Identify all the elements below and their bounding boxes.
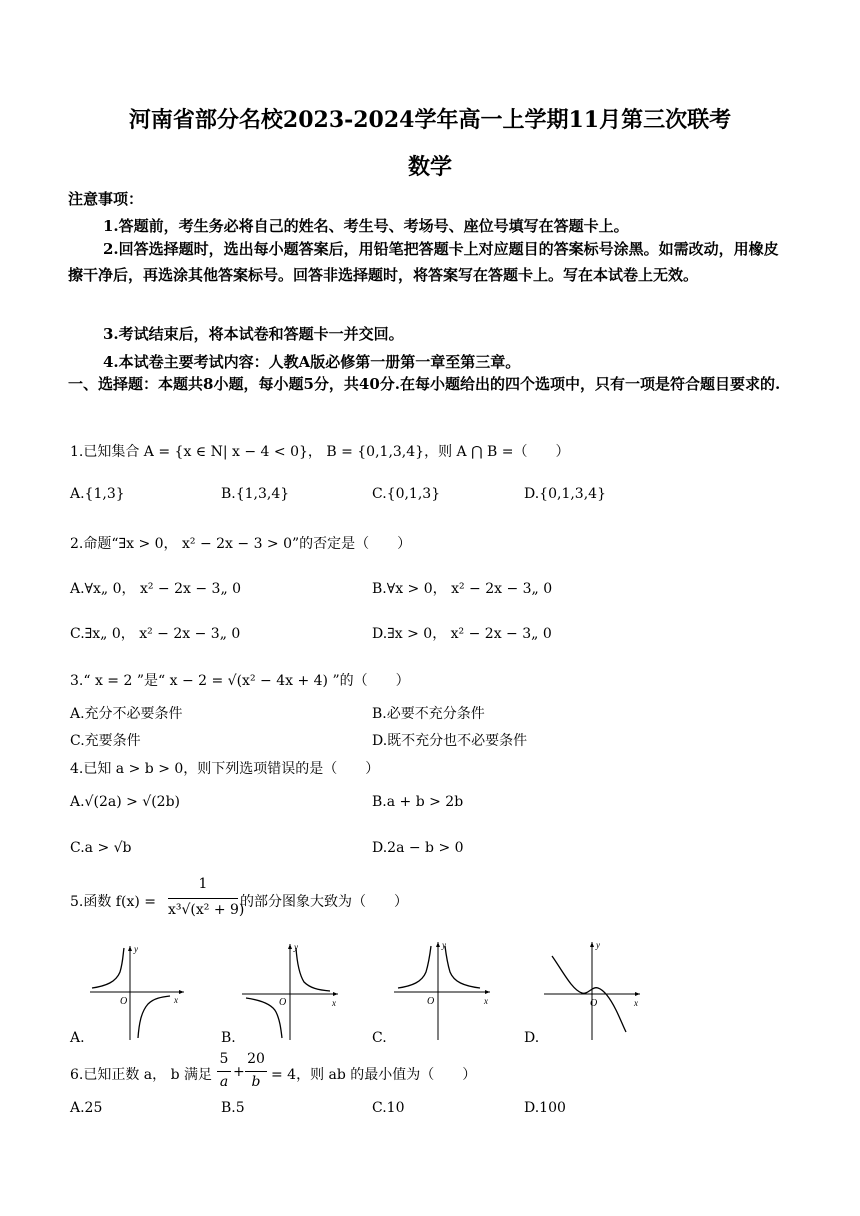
q3-option-a: A.充分不必要条件 [70,706,183,722]
graph-d [540,938,646,1042]
graph-a-x-arrow [179,990,184,994]
q6-frac1-denominator: a [219,1074,229,1090]
doc-title: 河南省部分名校2023-2024学年高一上学期11月第三次联考 [128,107,732,133]
q1-option-b: B.{1,3,4} [221,486,290,502]
q4-option-c: C.a > √b [70,840,132,856]
q5-option-c: C. [372,1030,387,1046]
section-heading: 一、选择题：本题共8小题，每小题5分，共40分.在每小题给出的四个选项中，只有一项是符合题目要求的. [68,375,781,393]
notes-heading: 注意事项： [68,190,144,208]
q4-option-d: D.2a − b > 0 [372,840,464,856]
q3-option-c: C.充要条件 [70,733,141,749]
question-1-stem: 1.已知集合 A = {x ∈ N| x − 4 < 0}， B = {0,1,3,4}，则 A ⋂ B =（ ） [70,444,570,460]
q6-frac1-bar [217,1071,231,1072]
q6-option-d: D.100 [524,1100,566,1116]
q6-frac2-bar [245,1071,267,1072]
q5-fraction-numerator: 1 [198,876,208,892]
q1-option-c: C.{0,1,3} [372,486,441,502]
graph-c-x-label: x [484,996,488,1006]
doc-subject: 数学 [407,154,452,180]
q5-option-d: D. [524,1030,540,1046]
graph-b [238,940,344,1042]
q5-option-b: B. [221,1030,236,1046]
graph-c-y-arrow [436,942,440,947]
question-6-stem-suffix: = 4，则 ab 的最小值为（ ） [271,1067,477,1083]
graph-a-y-arrow [128,946,132,951]
graph-d-origin: O [590,998,598,1009]
graph-c-x-arrow [485,990,490,994]
question-6-stem-prefix: 6.已知正数 a， b 满足 [70,1067,213,1083]
graph-c-curve-right [445,946,480,988]
graph-a-x-label: x [174,995,178,1005]
graph-b-curve-right [296,948,330,991]
graph-a [86,940,192,1042]
q5-fraction-denominator: x³√(x² + 9) [168,902,245,918]
graph-b-x-label: x [332,998,336,1008]
q1-option-d: D.{0,1,3,4} [524,486,606,502]
q6-option-b: B.5 [221,1100,245,1116]
graph-a-origin: O [120,996,128,1007]
graph-a-y-label: y [134,944,138,954]
question-3-stem: 3.“ x = 2 ”是“ x − 2 = √(x² − 4x + 4) ”的（ ） [70,673,410,689]
q6-option-a: A.25 [70,1100,103,1116]
q2-option-a: A.∀x„ 0， x² − 2x − 3„ 0 [70,581,242,597]
note-4: 4.本试卷主要考试内容：人教A版必修第一册第一章至第三章。 [103,353,521,371]
graph-d-x-arrow [635,992,640,996]
graph-c-origin: O [427,996,435,1007]
graph-b-y-label: y [294,942,298,952]
graph-a-curve-right [138,996,170,1038]
q6-frac2-numerator: 20 [247,1051,265,1067]
graph-b-y-arrow [288,944,292,949]
graph-b-curve-left [246,998,282,1038]
q6-frac2-denominator: b [251,1074,261,1090]
q2-option-d: D.∃x > 0， x² − 2x − 3„ 0 [372,626,552,642]
q3-option-b: B.必要不充分条件 [372,706,485,722]
q4-option-a: A.√(2a) > √(2b) [70,794,181,810]
q5-option-a: A. [70,1030,85,1046]
q6-option-c: C.10 [372,1100,405,1116]
graph-b-origin: O [279,997,287,1008]
graph-d-x-label: x [634,998,638,1008]
q2-option-b: B.∀x > 0， x² − 2x − 3„ 0 [372,581,553,597]
graph-b-x-arrow [333,992,338,996]
q1-option-a: A.{1,3} [70,486,125,502]
graph-c-curve-left [398,946,431,988]
note-1: 1.答题前，考生务必将自己的姓名、考生号、考场号、座位号填写在答题卡上。 [103,217,629,235]
graph-d-y-label: y [596,940,600,950]
graph-d-y-arrow [590,942,594,947]
q4-option-b: B.a + b > 2b [372,794,464,810]
question-5-stem-suffix: 的部分图象大致为（ ） [240,894,408,910]
question-2-stem: 2.命题“∃x > 0， x² − 2x − 3 > 0”的否定是（ ） [70,536,412,552]
q6-frac1-numerator: 5 [219,1051,229,1067]
graph-a-curve-left [92,948,124,988]
question-4-stem: 4.已知 a > b > 0，则下列选项错误的是（ ） [70,761,380,777]
q6-plus: + [233,1064,245,1080]
q5-fraction-bar [168,898,238,899]
q2-option-c: C.∃x„ 0， x² − 2x − 3„ 0 [70,626,241,642]
graph-c [390,938,496,1042]
note-3: 3.考试结束后，将本试卷和答题卡一并交回。 [103,325,404,343]
graph-c-y-label: y [442,940,446,950]
question-5-stem-prefix: 5.函数 f(x) = [70,894,156,910]
q3-option-d: D.既不充分也不必要条件 [372,733,528,749]
note-2: 2.回答选择题时，选出每小题答案后，用铅笔把答题卡上对应题目的答案标号涂黑。如需改动，用橡皮擦干净后，再选涂其他答案标号。回答非选择题时，将答案写在答题卡上。写在本试卷上无效。 [68,240,779,284]
